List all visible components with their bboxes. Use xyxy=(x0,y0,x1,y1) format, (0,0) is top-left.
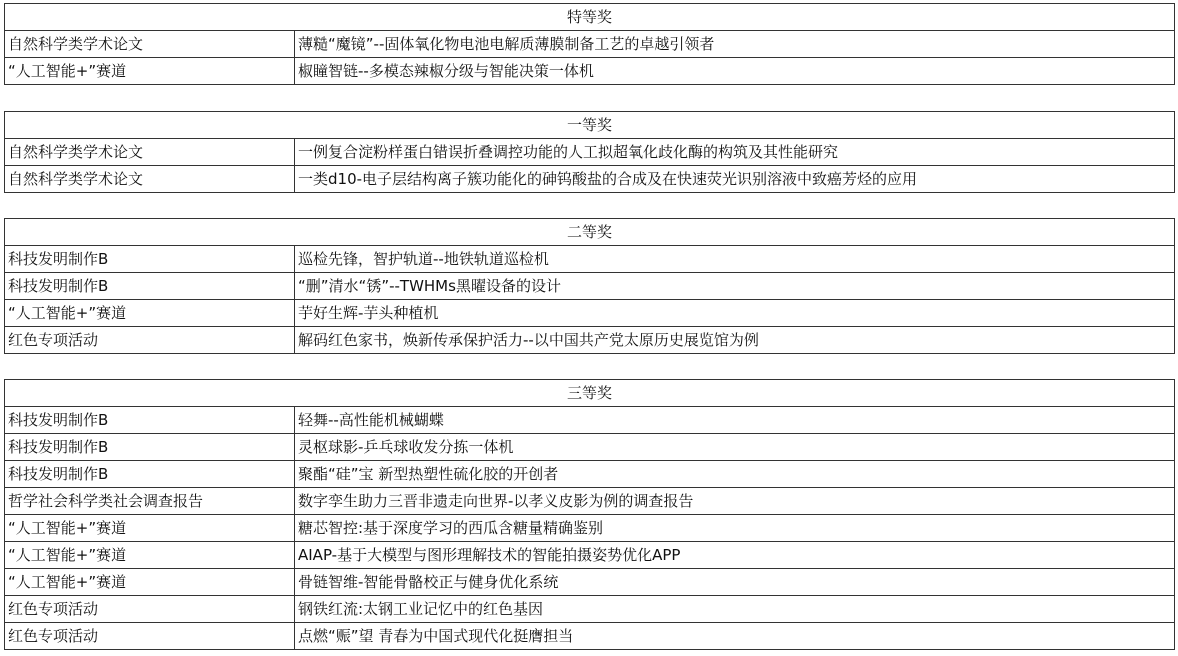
award-heading: 特等奖 xyxy=(5,4,1175,31)
category-cell: 自然科学类学术论文 xyxy=(5,166,295,193)
award-table-special xyxy=(4,3,1175,85)
table-row xyxy=(5,273,1175,300)
project-cell: AIAP-基于大模型与图形理解技术的智能拍摄姿势优化APP xyxy=(295,542,1175,569)
table-row xyxy=(5,58,1175,85)
table-row xyxy=(5,515,1175,542)
table-row xyxy=(5,246,1175,273)
award-heading-row xyxy=(5,4,1175,31)
table-row xyxy=(5,569,1175,596)
category-cell: 科技发明制作B xyxy=(5,273,295,300)
project-cell: 薄糙“魔镜”--固体氧化物电池电解质薄膜制备工艺的卓越引领者 xyxy=(295,31,1175,58)
project-cell: 钢铁红流:太钢工业记忆中的红色基因 xyxy=(295,596,1175,623)
project-cell: 糖芯智控:基于深度学习的西瓜含糖量精确鉴别 xyxy=(295,515,1175,542)
table-row xyxy=(5,623,1175,650)
project-cell: 椒瞳智链--多模态辣椒分级与智能决策一体机 xyxy=(295,58,1175,85)
award-table-second xyxy=(4,218,1175,354)
category-cell: 红色专项活动 xyxy=(5,327,295,354)
project-cell: “删”清水“锈”--TWHMs黑曜设备的设计 xyxy=(295,273,1175,300)
table-row xyxy=(5,461,1175,488)
category-cell: 自然科学类学术论文 xyxy=(5,139,295,166)
award-heading: 三等奖 xyxy=(5,380,1175,407)
project-cell: 灵枢球影-乒乓球收发分拣一体机 xyxy=(295,434,1175,461)
project-cell: 聚酯“硅”宝 新型热塑性硫化胶的开创者 xyxy=(295,461,1175,488)
category-cell: 科技发明制作B xyxy=(5,434,295,461)
table-row xyxy=(5,139,1175,166)
table-row xyxy=(5,31,1175,58)
project-cell: 一类d10-电子层结构离子簇功能化的砷钨酸盐的合成及在快速荧光识别溶液中致癌芳烃的应用 xyxy=(295,166,1175,193)
project-cell: 骨链智维-智能骨骼校正与健身优化系统 xyxy=(295,569,1175,596)
table-row xyxy=(5,300,1175,327)
table-row xyxy=(5,407,1175,434)
category-cell: 科技发明制作B xyxy=(5,461,295,488)
award-heading-row xyxy=(5,380,1175,407)
table-row xyxy=(5,434,1175,461)
project-cell: 点燃“赈”望 青春为中国式现代化挺膺担当 xyxy=(295,623,1175,650)
category-cell: 红色专项活动 xyxy=(5,596,295,623)
award-heading: 二等奖 xyxy=(5,219,1175,246)
award-heading-row xyxy=(5,219,1175,246)
category-cell: “人工智能+”赛道 xyxy=(5,58,295,85)
category-cell: “人工智能+”赛道 xyxy=(5,515,295,542)
category-cell: 红色专项活动 xyxy=(5,623,295,650)
table-row xyxy=(5,166,1175,193)
table-row xyxy=(5,327,1175,354)
project-cell: 芋好生辉-芋头种植机 xyxy=(295,300,1175,327)
award-heading: 一等奖 xyxy=(5,112,1175,139)
category-cell: 自然科学类学术论文 xyxy=(5,31,295,58)
project-cell: 一例复合淀粉样蛋白错误折叠调控功能的人工拟超氧化歧化酶的构筑及其性能研究 xyxy=(295,139,1175,166)
table-row xyxy=(5,596,1175,623)
table-row xyxy=(5,488,1175,515)
project-cell: 数字孪生助力三晋非遗走向世界-以孝义皮影为例的调查报告 xyxy=(295,488,1175,515)
category-cell: 科技发明制作B xyxy=(5,407,295,434)
category-cell: 哲学社会科学类社会调查报告 xyxy=(5,488,295,515)
category-cell: “人工智能+”赛道 xyxy=(5,569,295,596)
project-cell: 轻舞--高性能机械蝴蝶 xyxy=(295,407,1175,434)
category-cell: “人工智能+”赛道 xyxy=(5,300,295,327)
award-table-first xyxy=(4,111,1175,193)
award-heading-row xyxy=(5,112,1175,139)
award-table-third xyxy=(4,379,1175,650)
project-cell: 解码红色家书，焕新传承保护活力--以中国共产党太原历史展览馆为例 xyxy=(295,327,1175,354)
project-cell: 巡检先锋，智护轨道--地铁轨道巡检机 xyxy=(295,246,1175,273)
table-row xyxy=(5,542,1175,569)
category-cell: 科技发明制作B xyxy=(5,246,295,273)
category-cell: “人工智能+”赛道 xyxy=(5,542,295,569)
